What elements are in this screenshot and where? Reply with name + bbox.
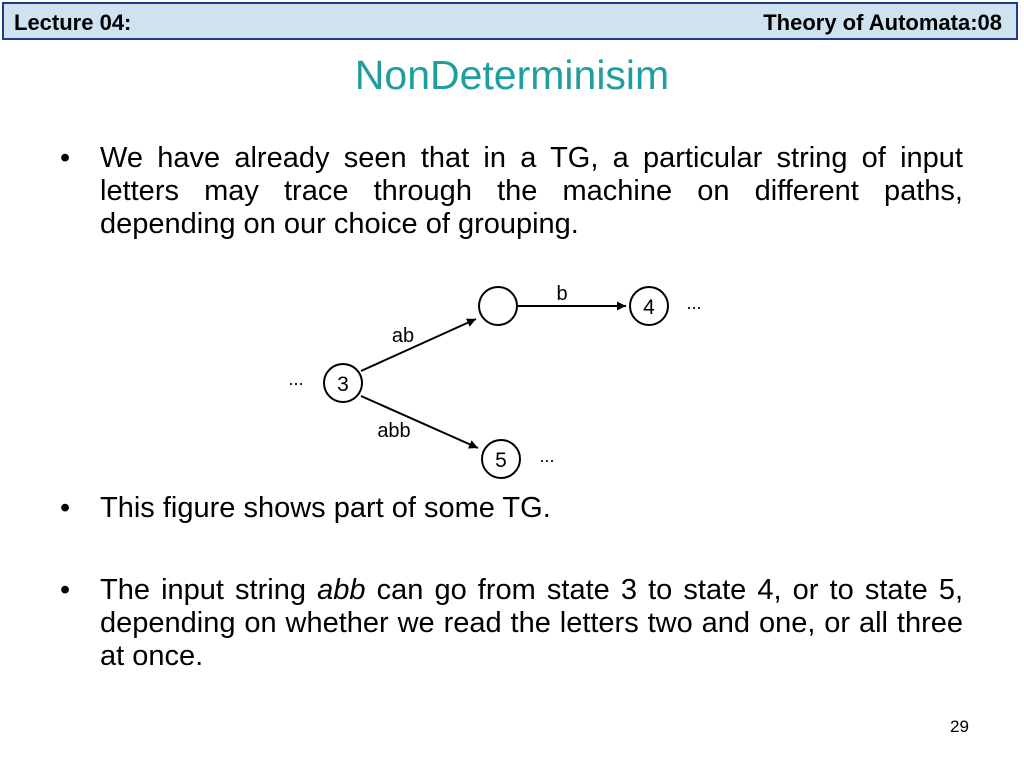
bullet-marker: • [60,574,71,606]
ellipsis-after-5: ... [539,446,555,466]
emphasis-abb: abb [317,574,366,606]
bullet-text: We have already seen that in a TG, a particular string of input letters may trace through the machine on different paths, depending on our choice of grouping. [100,142,963,240]
edge-label-b: b [556,283,568,305]
page-number: 29 [950,717,969,736]
slide-header [2,2,1018,40]
bullet-text [100,574,963,673]
state-4-label: 4 [643,296,655,319]
bullet-marker: • [60,142,71,174]
bullet-text-after: can go from state 3 to state 4, or to state 5, depending on whether we read the letters two and one, or all three at once. [100,574,964,672]
ellipsis-after-4: ... [686,293,702,313]
bullet-text-before: The input string [100,574,318,606]
lecture-label: Lecture 04: [14,10,132,35]
bullet-marker: • [60,492,71,524]
state-3-label: 3 [337,373,349,396]
bullet-text: This figure shows part of some TG. [100,492,551,524]
tg-diagram [276,272,726,484]
edge-label-ab: ab [391,325,415,347]
state-unlabeled [479,287,517,325]
course-label: Theory of Automata:08 [763,10,1002,35]
slide-title: NonDeterminisim [354,52,670,98]
edge-3-to-mid [361,319,476,371]
edge-label-abb: abb [377,420,411,442]
state-5-label: 5 [495,449,507,472]
ellipsis-left: ... [288,369,304,389]
